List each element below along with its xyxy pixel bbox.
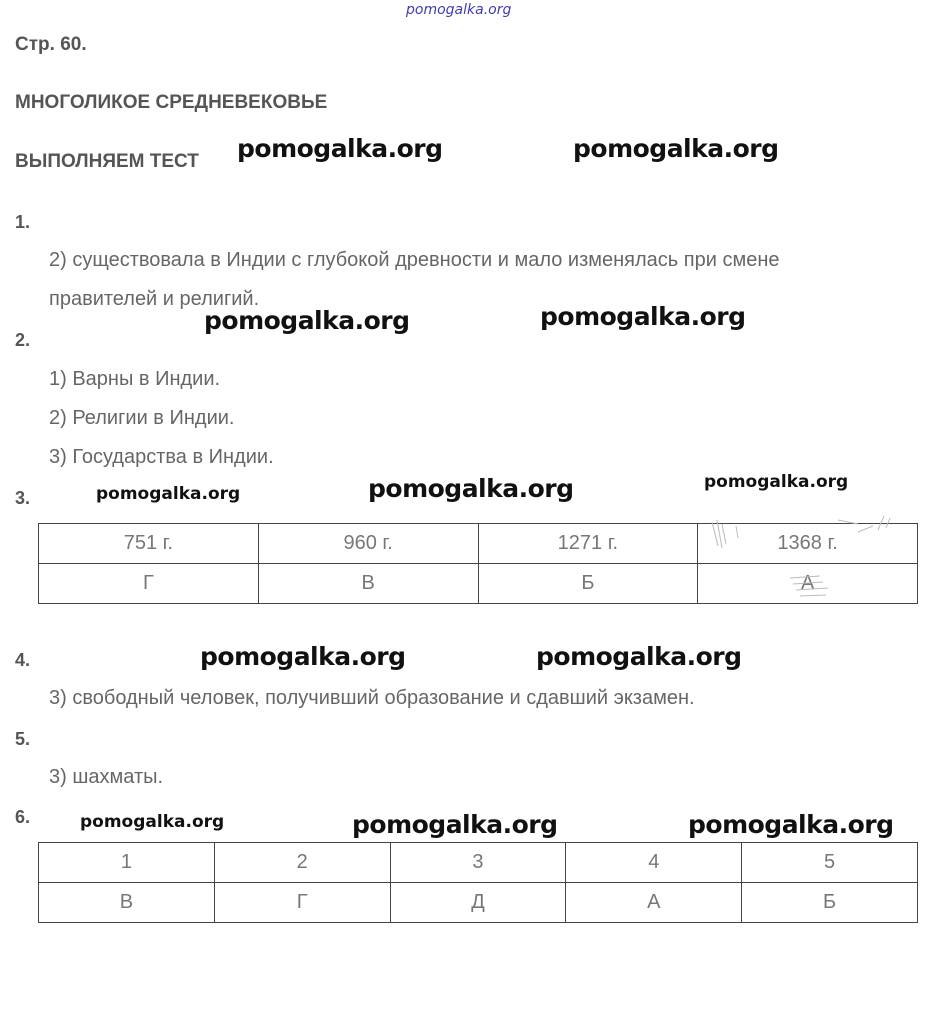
- q6-number-1: 1: [39, 843, 215, 883]
- watermark: pomogalka.org: [368, 474, 574, 503]
- q4-answer: 3) свободный человек, получивший образование и сдавший экзамен.: [49, 687, 695, 709]
- watermark: pomogalka.org: [352, 810, 558, 839]
- question-number-2: 2.: [15, 330, 31, 350]
- watermark: pomogalka.org: [80, 812, 225, 832]
- q6-letter-4: А: [566, 883, 742, 923]
- q3-year-1: 751 г.: [39, 524, 259, 564]
- table-row: [39, 843, 918, 883]
- q6-number-4: 4: [566, 843, 742, 883]
- question-number-6: 6.: [15, 807, 31, 827]
- watermark: pomogalka.org: [704, 472, 849, 492]
- q1-answer-line1: 2) существовала в Индии с глубокой древности и мало изменялась при смене: [49, 249, 780, 271]
- q5-answer: 3) шахматы.: [49, 766, 164, 788]
- watermark: pomogalka.org: [204, 306, 410, 335]
- watermark: pomogalka.org: [573, 134, 779, 163]
- q3-letter-1: Г: [39, 564, 259, 604]
- watermark: pomogalka.org: [237, 134, 443, 163]
- q2-answer-2: 2) Религии в Индии.: [49, 407, 235, 429]
- q6-letter-3: Д: [390, 883, 566, 923]
- q3-year-3: 1271 г.: [478, 524, 698, 564]
- watermark-top: pomogalka.org: [406, 2, 512, 18]
- q6-number-2: 2: [214, 843, 390, 883]
- q3-letter-2: В: [258, 564, 478, 604]
- q3-letter-4: А: [698, 564, 918, 604]
- q1-answer-line2: правителей и религий.: [49, 288, 260, 310]
- watermark: pomogalka.org: [688, 810, 894, 839]
- q6-letter-1: В: [39, 883, 215, 923]
- q3-year-4: 1368 г.: [698, 524, 918, 564]
- question-number-1: 1.: [15, 212, 31, 232]
- q6-number-5: 5: [742, 843, 918, 883]
- watermark: pomogalka.org: [200, 642, 406, 671]
- q6-number-3: 3: [390, 843, 566, 883]
- page-label: Стр. 60.: [15, 34, 87, 55]
- subsection-title: ВЫПОЛНЯЕМ ТЕСТ: [15, 151, 199, 172]
- question-number-5: 5.: [15, 729, 31, 749]
- watermark: pomogalka.org: [536, 642, 742, 671]
- q2-answer-1: 1) Варны в Индии.: [49, 368, 221, 390]
- watermark: pomogalka.org: [540, 302, 746, 331]
- watermark: pomogalka.org: [96, 484, 241, 504]
- table-row: [39, 883, 918, 923]
- q6-letter-2: Г: [214, 883, 390, 923]
- q6-table: [38, 842, 918, 923]
- q6-letter-5: Б: [742, 883, 918, 923]
- question-number-3: 3.: [15, 488, 31, 508]
- q3-letter-3: Б: [478, 564, 698, 604]
- q3-year-2: 960 г.: [258, 524, 478, 564]
- question-number-4: 4.: [15, 650, 31, 670]
- q2-answer-3: 3) Государства в Индии.: [49, 446, 274, 468]
- scribble-artifact: [708, 516, 898, 600]
- section-title: МНОГОЛИКОЕ СРЕДНЕВЕКОВЬЕ: [15, 92, 328, 113]
